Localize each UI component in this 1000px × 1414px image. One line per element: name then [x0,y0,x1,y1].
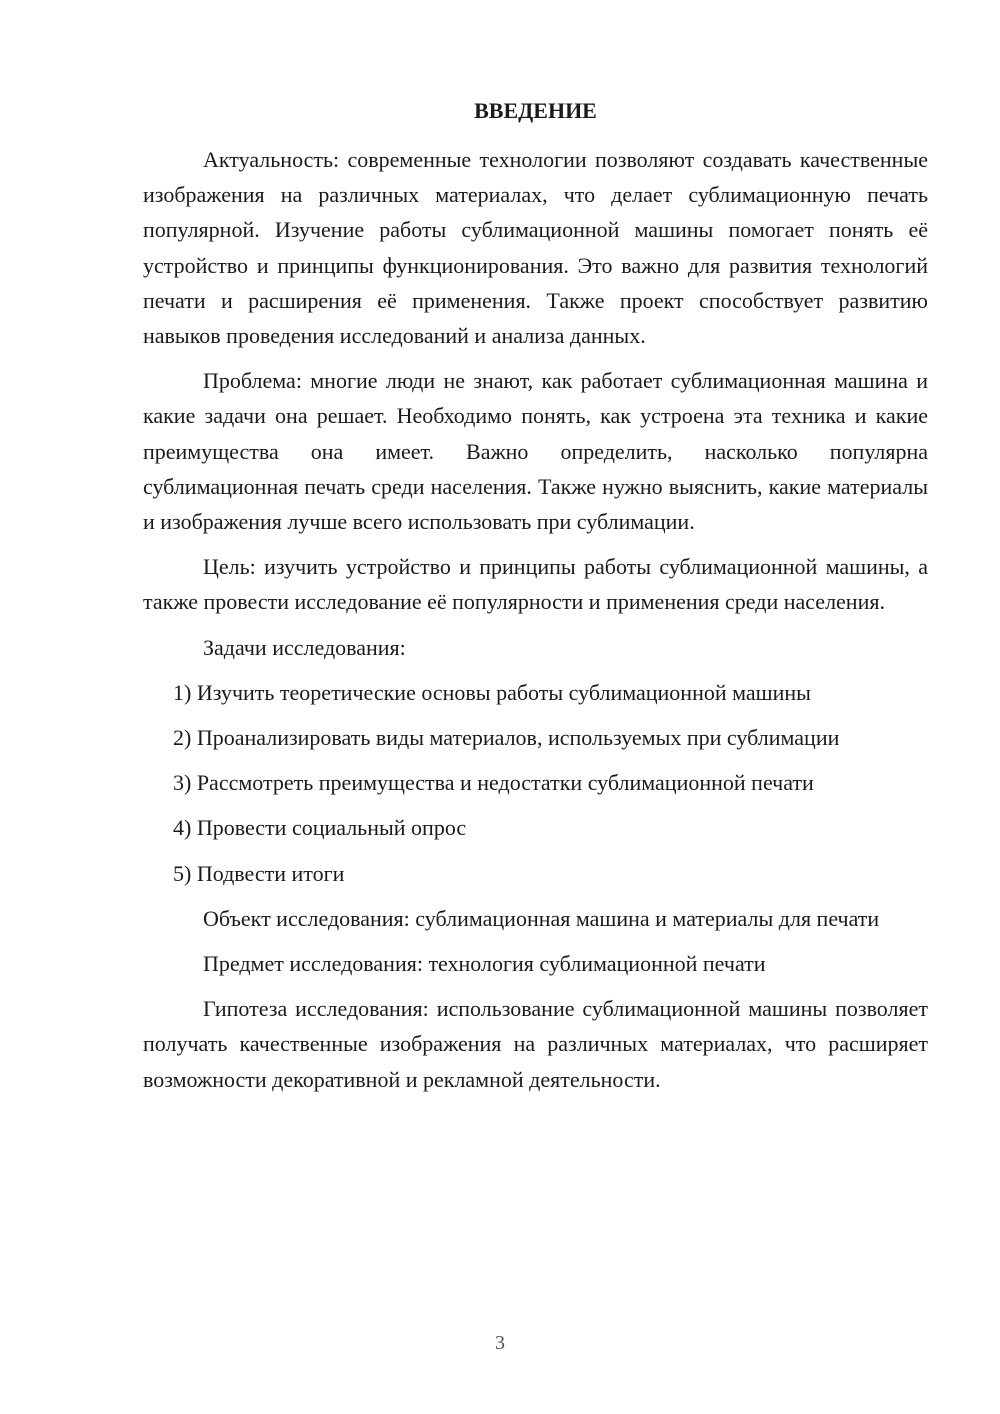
page-number: 3 [495,1332,505,1354]
list-item-task-4: 4) Провести социальный опрос [173,815,467,841]
paragraph-goal: Цель: изучить устройство и принципы работы сублимационной машины, а также провести исследование её популярности и применения среди населения. [143,554,928,615]
tasks-heading: Задачи исследования: [203,634,406,660]
paragraph-relevance: Актуальность: современные технологии позволяют создавать качественные изображения на различных материалах, что делает сублимационную печать популярной. Изучение работы сублимационной машины помогает понять её устройство и принципы функционирования. Это важно для развития технологий печати и расширения её применения. Также проект способствует развитию навыков проведения исследований и анализа данных. [143,147,928,349]
paragraph-problem: Проблема: многие люди не знают, как работает сублимационная машина и какие задачи она решает. Необходимо понять, как устроена эта техника и какие преимущества она имеет. Важно определить, насколько популярна сублимационная печать среди населения. Также нужно выяснить, какие материалы и изображения лучше всего использовать при сублимации. [143,368,928,535]
paragraph-subject: Предмет исследования: технология сублимационной печати [203,951,766,977]
list-item-task-3: 3) Рассмотреть преимущества и недостатки сублимационной печати [173,770,814,796]
paragraph-object: Объект исследования: сублимационная машина и материалы для печати [203,905,880,931]
section-title: ВВЕДЕНИЕ [474,98,597,123]
list-item-task-5: 5) Подвести итоги [173,860,345,886]
list-item-task-1: 1) Изучить теоретические основы работы сублимационной машины [173,679,811,705]
document-page [143,93,928,1107]
paragraph-hypothesis: Гипотеза исследования: использование сублимационной машины позволяет получать качественные изображения на различных материалах, что расширяет возможности декоративной и рекламной деятельности. [143,996,928,1092]
list-item-task-2: 2) Проанализировать виды материалов, используемых при сублимации [173,725,840,751]
